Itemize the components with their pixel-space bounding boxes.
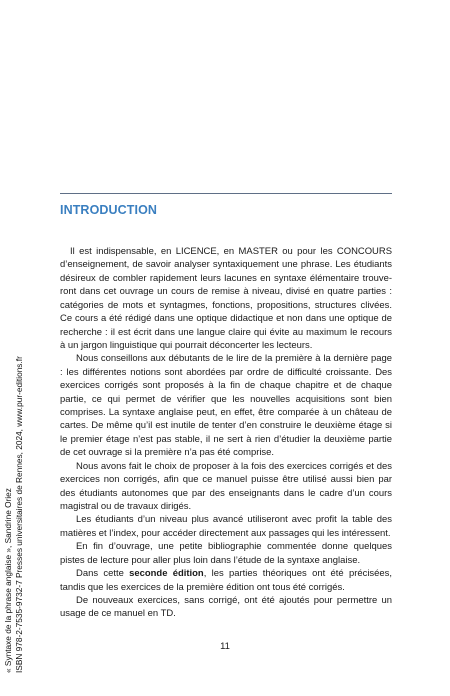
- paragraph-5: En fin d’ouvrage, une petite bibliographie commentée donne quelques pistes de lecture pour aller plus loin dans l’étude de la syntaxe anglaise.: [60, 541, 392, 566]
- page-number: 11: [220, 641, 230, 652]
- paragraph-7: De nouveaux exercices, sans corrigé, ont été ajoutés pour permettre un usage de ce manuel en TD.: [60, 594, 392, 620]
- paragraph-6: Dans cette seconde édition, les parties théoriques ont été précisées, tandis que les exercices de la première édition ont tous été corrigés.: [60, 568, 392, 593]
- side-credit-title-author: « Syntaxe de la phrase anglaise », Sandrine Oriez: [3, 488, 13, 673]
- paragraph-3: Nous avons fait le choix de proposer à la fois des exercices corrigés et des exercices non corrigés, afin que ce manuel puisse être utilisé aussi bien par des étudiants autonomes que par des enseignants dans le cadre d’un cours magistral ou de travaux dirigés.: [60, 460, 392, 513]
- paragraph-1: Il est indispensable, en LICENCE, en MASTER ou pour les CONCOURS d’enseignement, de savoir analyser syntaxiquement une phrase. Les étudiants désireux de combler rapidement leurs lacunes en syntaxe élémentaire trouveront dans cet ouvrage un cours de remise à niveau, divisé en quatre parties : catégories de mots et syntagmes, fonctions, propositions, structures clivées. Ce cours a été rédigé dans une optique didactique et non dans une optique de recherche : il est écrit dans une langue claire qui évite au maximum le recours à un jargon linguistique qui pourrait déconcerter les lecteurs.: [60, 246, 392, 351]
- chapter-heading: INTRODUCTION: [60, 203, 158, 217]
- side-credit-isbn-publisher: ISBN 978-2-7535-9732-7 Presses universitaires de Rennes, 2024, www.pur-editions.fr: [14, 356, 24, 673]
- body-text: [60, 245, 392, 621]
- side-credit: [3, 356, 25, 673]
- heading-rule: [60, 193, 392, 194]
- paragraph-2: Nous conseillons aux débutants de le lire de la première à la dernière page : les différentes notions sont abordées par ordre de difficulté croissante. Des exercices corrigés sont proposés à la fin de chaque chapitre et de chaque partie, ce qui permet de vérifier que les nouvelles acquisitions sont bien comprises. La syntaxe anglaise peut, en effet, être comparée à un château de cartes. De même qu’il est inutile de tenter d’en construire le deuxième étage si le premier étage n’est pas stable, il ne sert à rien d’étudier la deuxième partie de cet ouvrage si la première n’a pas été comprise.: [60, 353, 392, 459]
- paragraph-4: Les étudiants d’un niveau plus avancé utiliseront avec profit la table des matières et l’index, pour accéder directement aux passages qui les intéressent.: [60, 514, 392, 539]
